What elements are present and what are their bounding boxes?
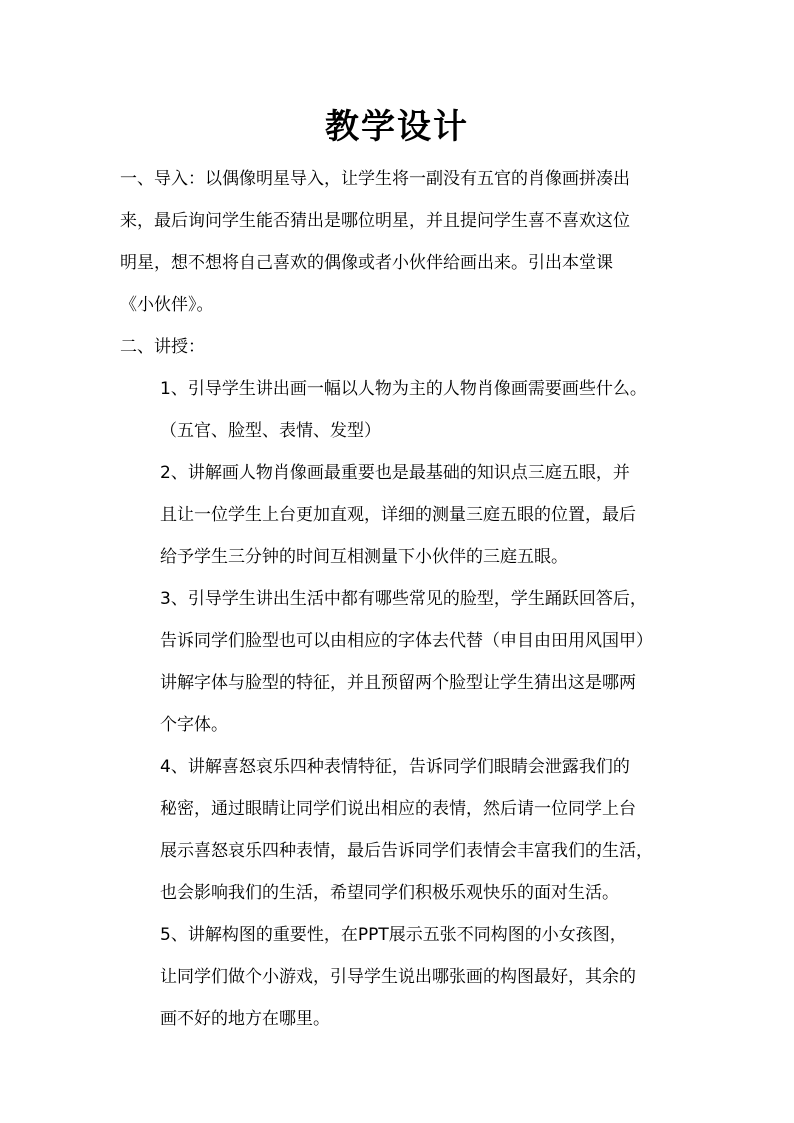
list-item-3-line-2: 告诉同学们脸型也可以由相应的字体去代替（申目由田用风国甲） bbox=[160, 631, 653, 651]
list-item-3-line-3: 讲解字体与脸型的特征，并且预留两个脸型让学生猜出这是哪两 bbox=[160, 673, 636, 693]
list-item-2-line-2: 且让一位学生上台更加直观，详细的测量三庭五眼的位置，最后 bbox=[160, 505, 636, 525]
paragraph-line-3: 明星，想不想将自己喜欢的偶像或者小伙伴给画出来。引出本堂课 bbox=[120, 253, 613, 273]
paragraph-line-1: 一、导入：以偶像明星导入，让学生将一副没有五官的肖像画拼凑出 bbox=[120, 169, 630, 189]
list-item-5-line-3: 画不好的地方在哪里。 bbox=[160, 1009, 330, 1029]
list-item-3-line-1: 3、引导学生讲出生活中都有哪些常见的脸型，学生踊跃回答后， bbox=[160, 589, 647, 609]
section-heading: 二、讲授： bbox=[120, 337, 205, 357]
list-item-2-line-3: 给予学生三分钟的时间互相测量下小伙伴的三庭五眼。 bbox=[160, 547, 568, 567]
list-item-1-line-1: 1、引导学生讲出画一幅以人物为主的人物肖像画需要画些什么。 bbox=[160, 379, 647, 399]
document-title: 教学设计 bbox=[325, 107, 469, 147]
list-item-4-line-1: 4、讲解喜怒哀乐四种表情特征，告诉同学们眼睛会泄露我们的 bbox=[160, 757, 630, 777]
list-item-5-line-2: 让同学们做个小游戏，引导学生说出哪张画的构图最好，其余的 bbox=[160, 967, 636, 987]
list-item-3-line-4: 个字体。 bbox=[160, 715, 228, 735]
paragraph-line-4: 《小伙伴》。 bbox=[120, 295, 214, 315]
list-item-4-line-4: 也会影响我们的生活，希望同学们积极乐观快乐的面对生活。 bbox=[160, 883, 619, 903]
list-item-4-line-2: 秘密，通过眼睛让同学们说出相应的表情，然后请一位同学上台 bbox=[160, 799, 636, 819]
list-item-5-line-1: 5、讲解构图的重要性，在PPT展示五张不同构图的小女孩图， bbox=[160, 925, 627, 945]
list-item-1-line-2: （五官、脸型、表情、发型） bbox=[160, 421, 381, 441]
paragraph-line-2: 来，最后询问学生能否猜出是哪位明星，并且提问学生喜不喜欢这位 bbox=[120, 211, 630, 231]
list-item-2-line-1: 2、讲解画人物肖像画最重要也是最基础的知识点三庭五眼，并 bbox=[160, 463, 630, 483]
list-item-4-line-3: 展示喜怒哀乐四种表情，最后告诉同学们表情会丰富我们的生活， bbox=[160, 841, 653, 861]
